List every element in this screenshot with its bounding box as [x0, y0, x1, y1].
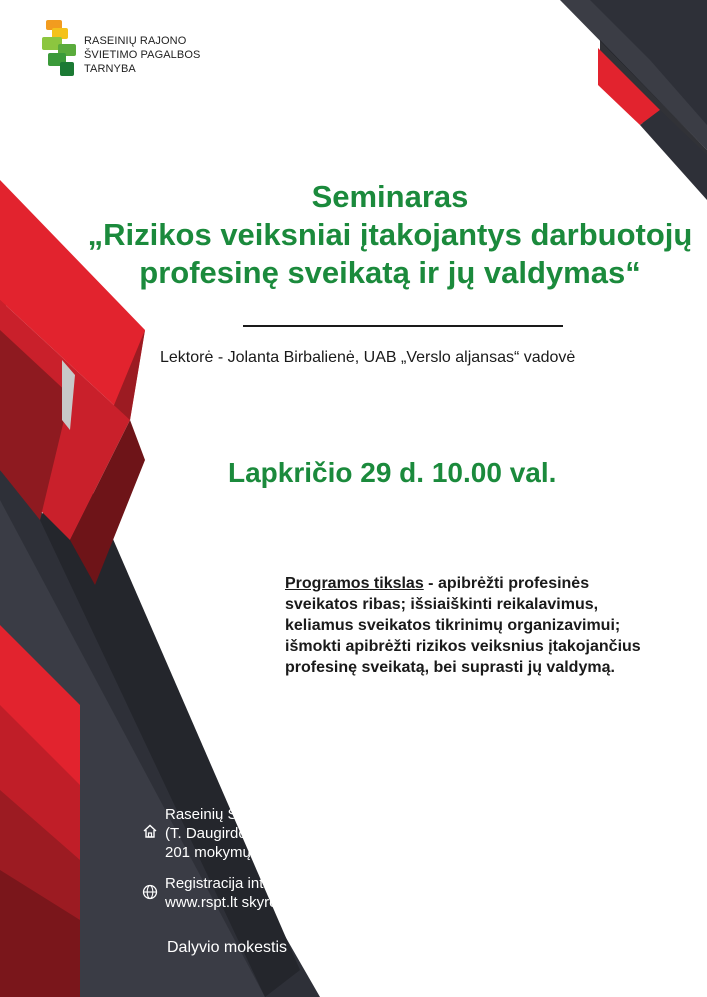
seminar-title — [70, 178, 707, 292]
location-line-3: 201 mokymų klasė — [165, 844, 291, 861]
organization-logo — [40, 20, 210, 84]
logo-line-3: TARNYBA — [84, 63, 136, 75]
participant-fee: Dalyvio mokestis - 20 Eur — [167, 939, 349, 956]
location — [165, 805, 355, 862]
registration-line-1: Registracija interneto svetainėje — [165, 875, 378, 892]
lecturer: Lektorė - Jolanta Birbalienė, UAB „Verslo aljansas“ vadovė — [160, 349, 576, 366]
home-icon — [142, 823, 158, 839]
logo-speech-bubbles-icon — [40, 20, 82, 80]
title-line-1: Seminaras — [311, 179, 469, 214]
organization-name — [84, 34, 200, 76]
divider — [243, 325, 563, 327]
location-line-1: Raseinių ŠPT — [165, 806, 257, 823]
goal-label: Programos tikslas — [285, 575, 424, 592]
globe-icon — [142, 884, 158, 900]
program-goal — [285, 573, 665, 678]
logo-line-1: RASEINIŲ RAJONO — [84, 35, 187, 47]
goal-text: - apibrėžti profesinės sveikatos ribas; išsiaiškinti reikalavimus, keliamus sveikatos tikrinimų organizavimui; išmokti apibrėžti rizikos veiksnius įtakojančius profesinę sveikatą, bei suprasti jų valdymą. — [285, 575, 641, 676]
title-line-2: „Rizikos veiksniai įtakojantys darbuotojų — [87, 217, 693, 252]
event-date: Lapkričio 29 d. 10.00 val. — [228, 457, 557, 488]
title-line-3: profesinę sveikatą ir jų valdymas“ — [139, 255, 641, 290]
registration-info — [165, 874, 383, 912]
registration-line-2[interactable]: www.rspt.lt skyrelyje Registracija — [165, 894, 383, 911]
location-line-2: (T. Daugirdo g. 7, Raseiniai), — [165, 825, 356, 842]
logo-line-2: ŠVIETIMO PAGALBOS — [84, 49, 201, 61]
